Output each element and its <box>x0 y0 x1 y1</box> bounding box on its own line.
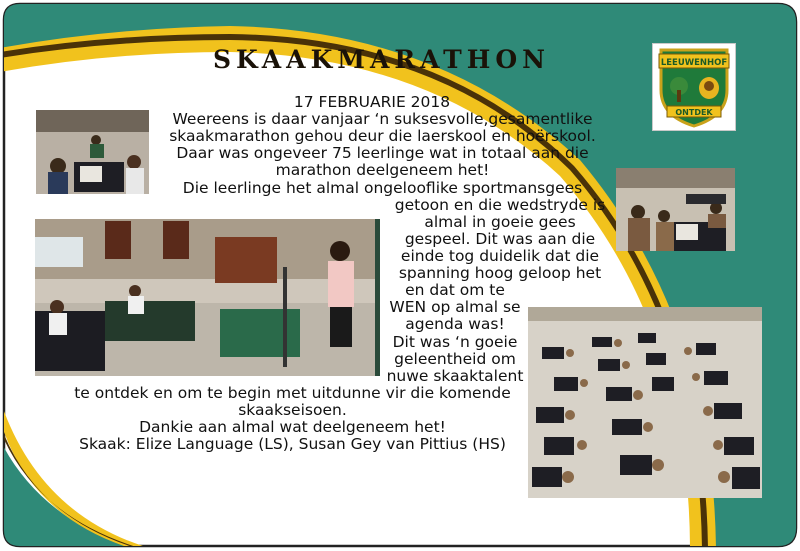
body-line: Dankie aan almal wat deelgeneem het! <box>139 418 446 436</box>
body-line: Skaak: Elize Language (LS), Susan Gey van Pittius (HS) <box>79 435 506 453</box>
body-line: skaakmarathon gehou deur die laerskool en hoërskool. <box>169 127 596 145</box>
body-line: Daar was ongeveer 75 leerlinge wat in totaal aan die <box>176 144 589 162</box>
body-line: almal in goeie gees <box>424 213 576 231</box>
body-line: Die leerlinge het almal ongelooflike sportmansgees <box>182 179 583 197</box>
body-line: te ontdek en om te begin met uitdunne vir die komende <box>74 384 511 402</box>
logo-top-text: LEEUWENHOF <box>660 58 728 68</box>
logo-bottom-text: ONTDEK <box>675 108 713 117</box>
photo-chess-players-small <box>36 110 149 194</box>
body-line: nuwe skaaktalent <box>386 367 524 385</box>
body-line: Weereens is daar vanjaar ‘n suksesvolle,gesamentlike <box>172 110 593 128</box>
page-title: SKAAKMARATHON <box>213 45 551 74</box>
body-line: en dat om te <box>405 281 505 299</box>
body-line: getoon en die wedstryde is <box>394 196 606 214</box>
photo-chess-hall-teacher <box>35 219 380 376</box>
body-line: geleentheid om <box>394 350 516 368</box>
body-line: skaakseisoen. <box>238 401 347 419</box>
body-line: gespeel. Dit was aan die <box>404 230 596 248</box>
body-line: marathon deelgeneem het! <box>275 161 490 179</box>
body-line: agenda was! <box>405 315 505 333</box>
photo-chess-group-right <box>616 168 735 251</box>
school-logo <box>652 43 736 131</box>
body-line: einde tog duidelik dat die <box>400 247 600 265</box>
school-crest-icon <box>653 44 735 130</box>
photo-chess-hall-overhead <box>528 307 762 498</box>
date-line: 17 FEBRUARIE 2018 <box>293 93 451 111</box>
body-line: WEN op almal se <box>389 298 521 316</box>
body-line: spanning hoog geloop het <box>398 264 602 282</box>
body-line: Dit was ‘n goeie <box>392 333 518 351</box>
